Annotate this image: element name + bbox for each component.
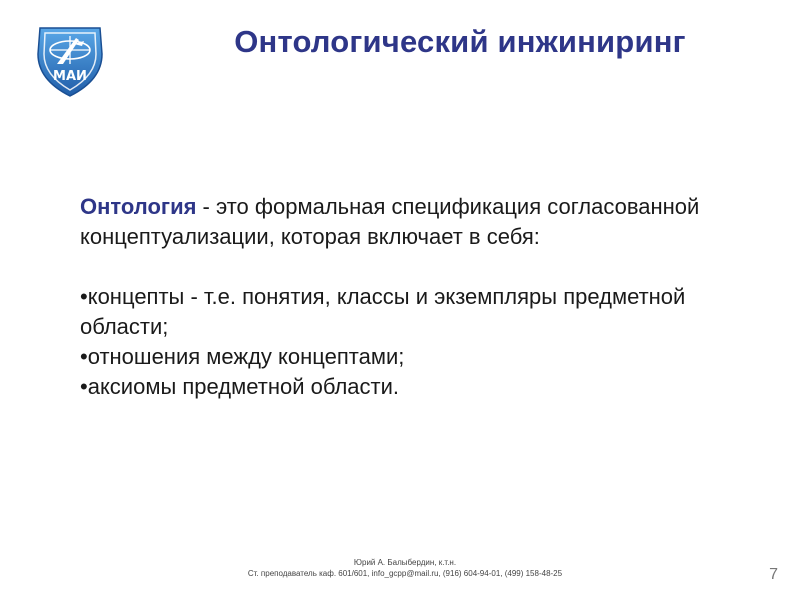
footer-author: Юрий А. Балыбердин, к.т.н. [353,558,457,567]
mai-logo-icon [30,20,110,100]
slide-content [80,192,720,402]
definition-term: Онтология [80,194,197,219]
footer [0,557,800,579]
logo-text: МАИ [53,69,87,84]
page-number: 7 [769,566,778,583]
mai-logo [30,20,110,100]
footer-contacts: Ст. преподаватель каф. 601/601, info_gcpp@mail.ru, (916) 604-94-01, (499) 158-48-25 [247,569,563,578]
spacer [80,252,720,282]
slide-title: Онтологический инжиниринг [234,24,686,59]
bullet-item: •отношения между концептами; [80,344,405,369]
bullet-item: •аксиомы предметной области. [80,374,400,399]
definition-text: - это формальная спецификация согласованной концептуализации, которая включает в себя: [80,194,700,249]
definition-paragraph [80,192,720,252]
bullet-item: •концепты - т.е. понятия, классы и экземпляры предметной области; [80,284,686,339]
